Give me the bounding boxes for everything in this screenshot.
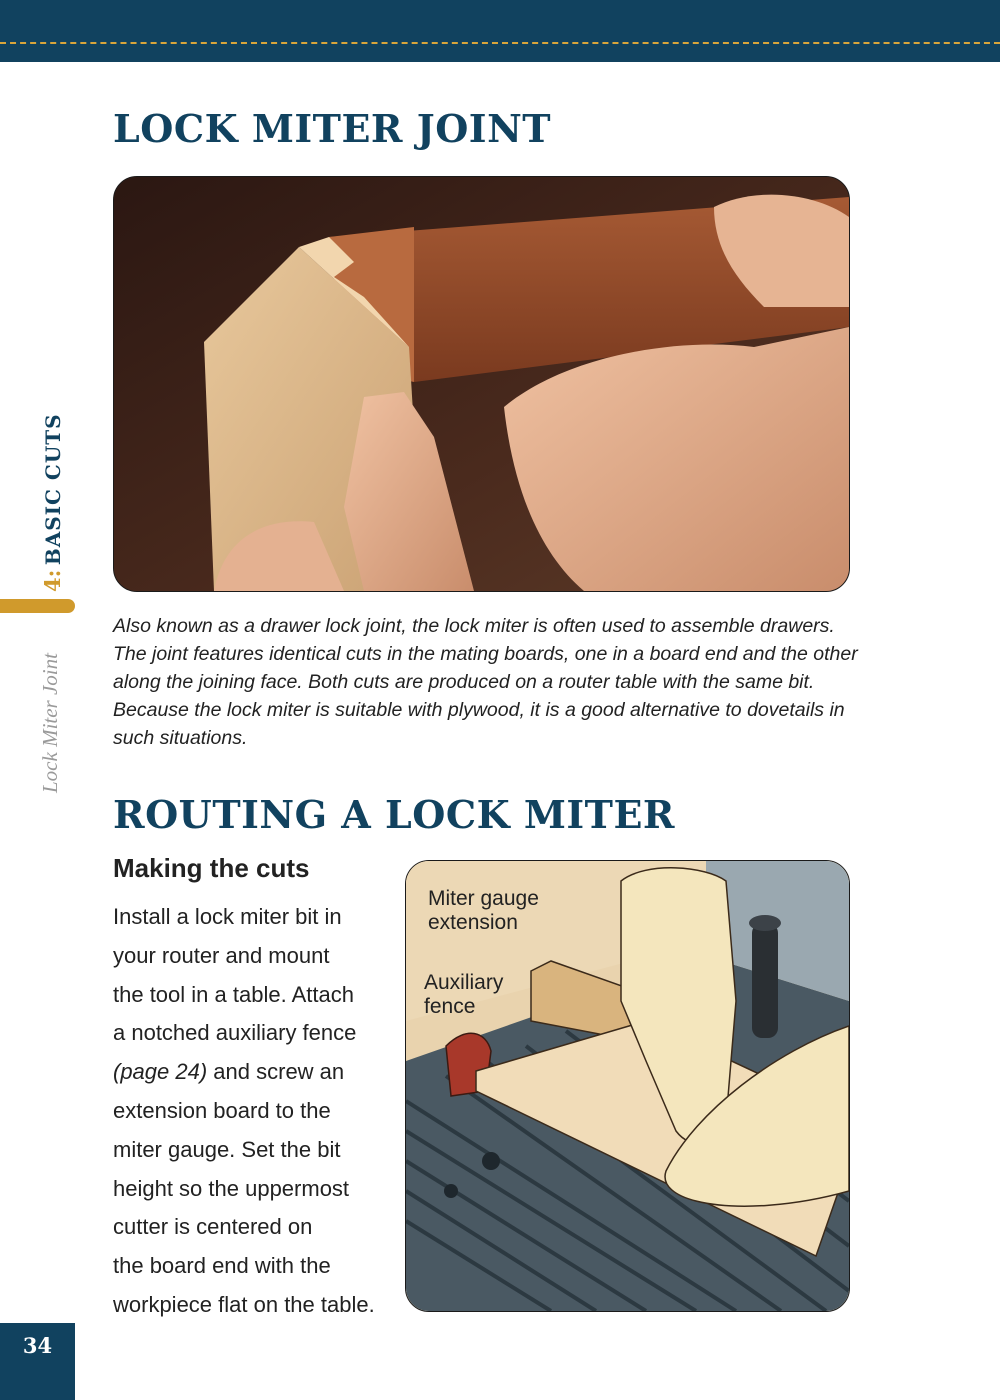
section-name: BASIC CUTS [41, 413, 65, 566]
page-title: LOCK MITER JOINT [113, 106, 552, 151]
body-text: Install a lock miter bit in your router and mount the tool in a table. Attach a notched auxiliary fence (page 24) and screw an extension board to the miter gauge. Set the bit height so the uppermost cutter is centered on the board end with the workpiece flat on the table. [113, 904, 375, 1317]
photo-caption: Also known as a drawer lock joint, the lock miter is often used to assemble drawers. The joint features identical cuts in the mating boards, one in a board end and the other along the joining face. Both cuts are produced on a router table with the same bit. Because the lock miter is suitable with plywood, it is a good alternative to dovetails in such situations. [113, 615, 858, 749]
joint-photo [113, 176, 850, 592]
header-stitch-line [0, 42, 1000, 44]
page-number: 34 [22, 1333, 53, 1358]
auxiliary-fence-label: Auxiliary fence [424, 971, 504, 1018]
header-band [0, 0, 1000, 62]
section-number: 4: [40, 569, 65, 592]
section-title: ROUTING A LOCK MITER [113, 792, 675, 837]
section-tab [0, 599, 75, 613]
miter-gauge-extension-label: Miter gauge extension [428, 887, 539, 934]
page-reference: (page 24) [113, 1059, 208, 1085]
joint-photo-image [114, 177, 849, 591]
subheading: Making the cuts [113, 853, 310, 883]
subsection-label: Lock Miter Joint [38, 653, 62, 793]
router-table-illustration [405, 860, 850, 1312]
